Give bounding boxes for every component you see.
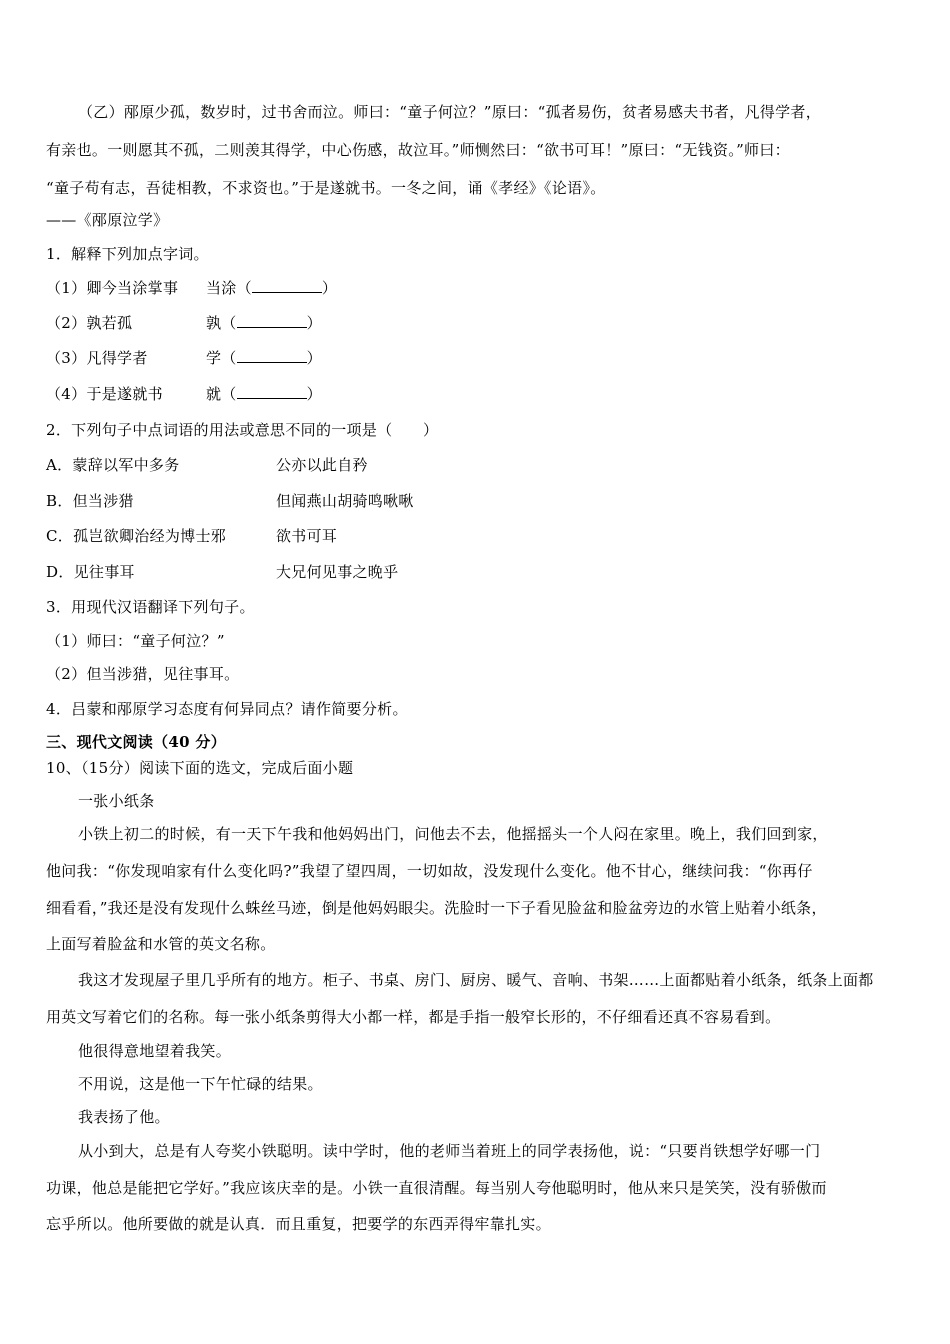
option-left: C．孤岂欲卿治经为博士邪	[46, 527, 227, 545]
article-line: 忘乎所以。他所要做的就是认真．而且重复，把要学的东西弄得牢靠扎实。	[46, 1215, 551, 1233]
option-right: 欲书可耳	[276, 527, 338, 545]
option-right: 公亦以此自矜	[276, 456, 368, 474]
q1-item-2	[46, 312, 322, 334]
answer-blank[interactable]	[237, 313, 307, 328]
article-line: 用英文写着它们的名称。每一张小纸条剪得大小都一样，都是手指一般窄长形的，不仔细看还真不容易看到。	[46, 1008, 781, 1026]
q1-item-3	[46, 347, 322, 369]
q2-option-a[interactable]	[46, 454, 906, 476]
passage-b-line-1: （乙）邴原少孤，数岁时，过书舍而泣。师曰：“童子何泣？”原曰：“孤者易伤，贫者易感夫书者，凡得学者，	[78, 103, 822, 121]
article-title: 一张小纸条	[78, 792, 155, 810]
q3-stem: 3．用现代汉语翻译下列句子。	[46, 598, 255, 616]
q1-item-word: 就（	[206, 385, 237, 403]
q10-stem: 10、（15分）阅读下面的选文，完成后面小题	[46, 759, 354, 777]
q4-stem: 4．吕蒙和邴原学习态度有何异同点？请作简要分析。	[46, 700, 408, 718]
q3-sentence-1: （1）师曰：“童子何泣？”	[46, 632, 225, 650]
q1-item-label: （1）卿今当涂掌事	[46, 279, 179, 297]
article-line: 从小到大，总是有人夸奖小铁聪明。读中学时，他的老师当着班上的同学表扬他，说：“只要肖铁想学好哪一门	[78, 1142, 821, 1160]
q1-item-label: （3）凡得学者	[46, 349, 148, 367]
answer-blank[interactable]	[237, 384, 307, 399]
q1-item-close: ）	[321, 279, 338, 297]
q2-stem: 2．下列句子中点词语的用法或意思不同的一项是（ ）	[46, 421, 439, 439]
article-line: 小铁上初二的时候，有一天下午我和他妈妈出门，问他去不去，他摇摇头一个人闷在家里。晚上，我们回到家，	[78, 825, 828, 843]
q1-item-word: 学（	[206, 349, 237, 367]
q2-option-b[interactable]	[46, 490, 906, 512]
option-left: D．见往事耳	[46, 563, 135, 581]
option-right: 但闻燕山胡骑鸣啾啾	[276, 492, 414, 510]
article-line: 他很得意地望着我笑。	[78, 1042, 232, 1060]
q1-item-close: ）	[306, 349, 322, 367]
q3-sentence-2: （2）但当涉猎，见往事耳。	[46, 665, 240, 683]
q1-item-word: 当涂（	[206, 279, 252, 297]
article-line: 他问我：“你发现咱家有什么变化吗?”我望了望四周，一切如故，没发现什么变化。他不甘心，继续问我：“你再仔	[46, 862, 813, 880]
q1-item-close: ）	[306, 385, 322, 403]
q1-stem: 1．解释下列加点字词。	[46, 245, 209, 263]
article-line: 我表扬了他。	[78, 1108, 170, 1126]
q1-item-label: （2）孰若孤	[46, 314, 133, 332]
q2-option-d[interactable]	[46, 561, 906, 583]
option-left: B．但当涉猎	[46, 492, 134, 510]
option-left: A．蒙辞以军中多务	[46, 456, 180, 474]
passage-b-line-2: 有亲也。一则愿其不孤，二则羡其得学，中心伤感，故泣耳。”师恻然曰：“欲书可耳！”原曰：“无钱资。”师曰：	[46, 141, 790, 159]
article-line: 功课，他总是能把它学好。”我应该庆幸的是。小铁一直很清醒。每当别人夸他聪明时，他从来只是笑笑，没有骄傲而	[46, 1179, 827, 1197]
option-right: 大兄何见事之晚乎	[276, 563, 399, 581]
passage-b-source: ——《邴原泣学》	[46, 211, 169, 229]
passage-b-line-3: “童子苟有志，吾徒相教，不求资也。”于是遂就书。一冬之间，诵《孝经》《论语》。	[46, 179, 606, 197]
q1-item-close: ）	[306, 314, 322, 332]
article-line: 我这才发现屋子里几乎所有的地方。柜子、书桌、房门、厨房、暖气、音响、书架……上面都贴着小纸条，纸条上面都	[78, 971, 874, 989]
answer-blank[interactable]	[252, 278, 322, 293]
q1-item-4	[46, 383, 322, 405]
answer-blank[interactable]	[237, 348, 307, 363]
article-line: 细看看，”我还是没有发现什么蛛丝马迹，倒是他妈妈眼尖。洗脸时一下子看见脸盆和脸盆旁边的水管上贴着小纸条，	[46, 899, 827, 917]
article-line: 上面写着脸盆和水管的英文名称。	[46, 935, 276, 953]
q1-item-1	[46, 277, 337, 299]
section-heading: 三、现代文阅读（40 分）	[46, 733, 226, 751]
q2-option-c[interactable]	[46, 525, 906, 547]
q1-item-label: （4）于是遂就书	[46, 385, 163, 403]
q1-item-word: 孰（	[206, 314, 237, 332]
article-line: 不用说，这是他一下午忙碌的结果。	[78, 1075, 323, 1093]
